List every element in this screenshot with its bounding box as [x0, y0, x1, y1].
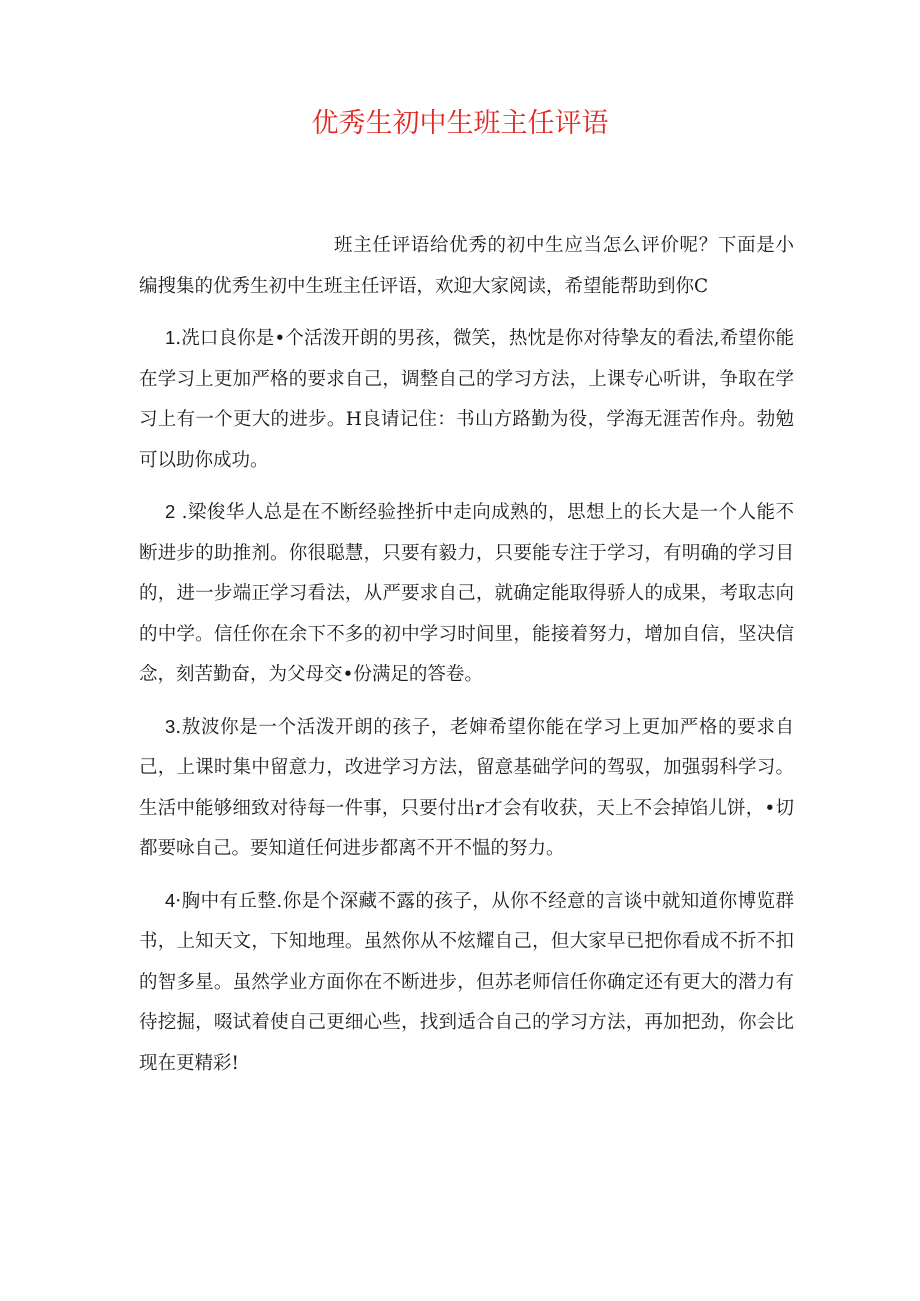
intro-paragraph: 班主任评语给优秀的初中生应当怎么评价呢？下面是小编搜集的优秀生初中生班主任评语，欢迎大家阅读，希望能帮助到你C — [139, 235, 794, 297]
document-body — [139, 226, 794, 1095]
item-number: 4 — [165, 889, 176, 911]
item-number: 3 — [165, 715, 176, 737]
comment-item-4 — [139, 881, 794, 1085]
item-text: .梁俊华人总是在不断经验挫折中走向成熟的，思想上的长大是一个人能不断进步的助推剂。你很聪慧，只要有毅力，只要能专注于学习，有明确的学习目的，进一步端正学习看法，从严要求自己，就确定能取得骄人的成果，考取志向的中学。信任你在余下不多的初中学习时间里，能接着努力，增加自信，坚决信念，刻苦勤奋，为父母交•份满足的答卷。 — [139, 502, 794, 685]
item-number: 2 — [165, 501, 176, 522]
comment-item-2 — [139, 492, 794, 696]
item-text: .冼口良你是•个活泼开朗的男孩，微笑，热忱是你对待挚友的看法,希望你能在学习上更加严格的要求自己，调整自己的学习方法，上课专心听讲，争取在学习上有一个更大的进步。H良请记住：书山方路勤为役，学海无涯苦作舟。勃勉可以助你成功。 — [139, 328, 794, 471]
item-number: 1 — [165, 327, 176, 348]
comment-item-3 — [139, 707, 794, 870]
item-text: .敖波你是一个活泼开朗的孩子，老婶希望你能在学习上更加严格的要求自己，上课时集中留意力，改进学习方法，留意基础学问的驾驭，加强弱科学习。生活中能够细致对待每一件事，只要付出r才会有收获，天上不会掉馅儿饼，•切都要咏自己。要知道任何进步都离不开不愠的努力。 — [139, 716, 794, 859]
item-text: ·胸中有丘整.你是个深藏不露的孩子，从你不经意的言谈中就知道你博览群书，上知天文，下知地理。虽然你从不炫耀自己，但大家早已把你看成不折不扣的智多星。虽然学业方面你在不断进步，但苏老师信任你确定还有更大的潜力有待挖掘，啜试着使自己更细心些，找到适合自己的学习方法，再加把劲，你会比现在更精彩! — [139, 890, 794, 1074]
document-title: 优秀生初中生班主任评语 — [311, 108, 609, 139]
comment-item-1 — [139, 318, 794, 481]
